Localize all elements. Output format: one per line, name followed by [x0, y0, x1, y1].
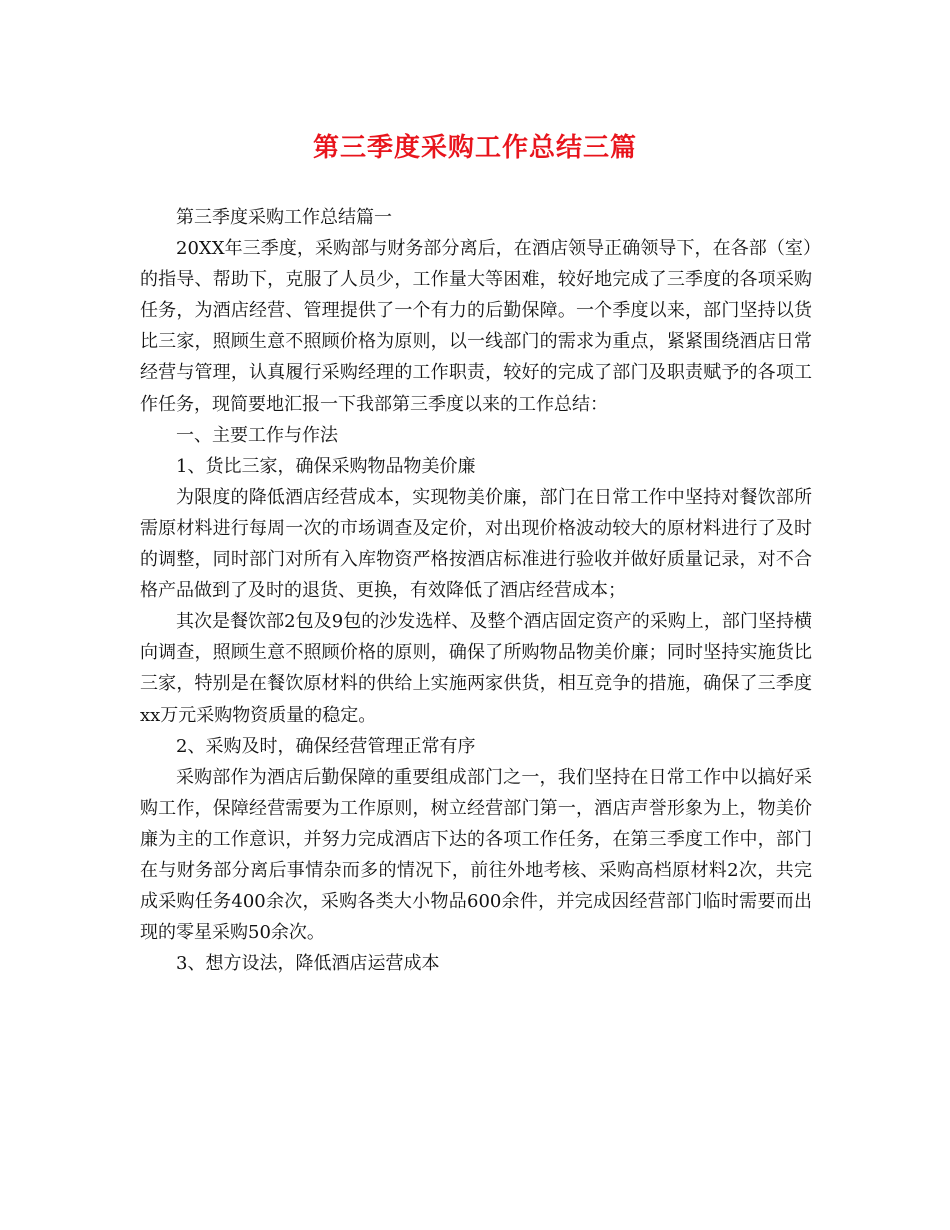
subsection-heading: 3、想方设法，降低酒店运营成本	[176, 953, 440, 975]
document-body	[140, 202, 812, 979]
subsection-heading: 1、货比三家，确保采购物品物美价廉	[176, 455, 476, 477]
paragraph: 采购部作为酒店后勤保障的重要组成部门之一，我们坚持在日常工作中以搞好采购工作，保障经营需要为工作原则，树立经营部门第一，酒店声誉形象为上，物美价廉为主的工作意识，并努力完成酒店下达的各项工作任务，在第三季度工作中，部门在与财务部分离后事情杂而多的情况下，前往外地考核、采购高档原材料2次，共完成采购任务400余次，采购各类大小物品600余件，并完成因经营部门临时需要而出现的零星采购50余次。	[140, 766, 812, 944]
paragraph: 20XX年三季度，采购部与财务部分离后，在酒店领导正确领导下，在各部（室）的指导、帮助下，克服了人员少，工作量大等困难，较好地完成了三季度的各项采购任务，为酒店经营、管理提供了一个有力的后勤保障。一个季度以来，部门坚持以货比三家，照顾生意不照顾价格为原则，以一线部门的需求为重点，紧紧围绕酒店日常经营与管理，认真履行采购经理的工作职责，较好的完成了部门及职责赋予的各项工作任务，现简要地汇报一下我部第三季度以来的工作总结：	[140, 238, 812, 415]
section-heading: 第三季度采购工作总结篇一	[176, 207, 392, 228]
paragraph: 其次是餐饮部2包及9包的沙发选样、及整个酒店固定资产的采购上，部门坚持横向调查，照顾生意不照顾价格的原则，确保了所购物品物美价廉；同时坚持实施货比三家，特别是在餐饮原材料的供给上实施两家供货，相互竞争的措施，确保了三季度xx万元采购物资质量的稳定。	[140, 611, 812, 726]
document-title: 第三季度采购工作总结三篇	[312, 133, 637, 163]
section-heading: 一、主要工作与作法	[176, 424, 338, 446]
paragraph: 为限度的降低酒店经营成本，实现物美价廉，部门在日常工作中坚持对餐饮部所需原材料进行每周一次的市场调查及定价，对出现价格波动较大的原材料进行了及时的调整，同时部门对所有入库物资严格按酒店标准进行验收并做好质量记录，对不合格产品做到了及时的退货、更换，有效降低了酒店经营成本；	[140, 486, 812, 602]
subsection-heading: 2、采购及时，确保经营管理正常有序	[176, 735, 476, 757]
